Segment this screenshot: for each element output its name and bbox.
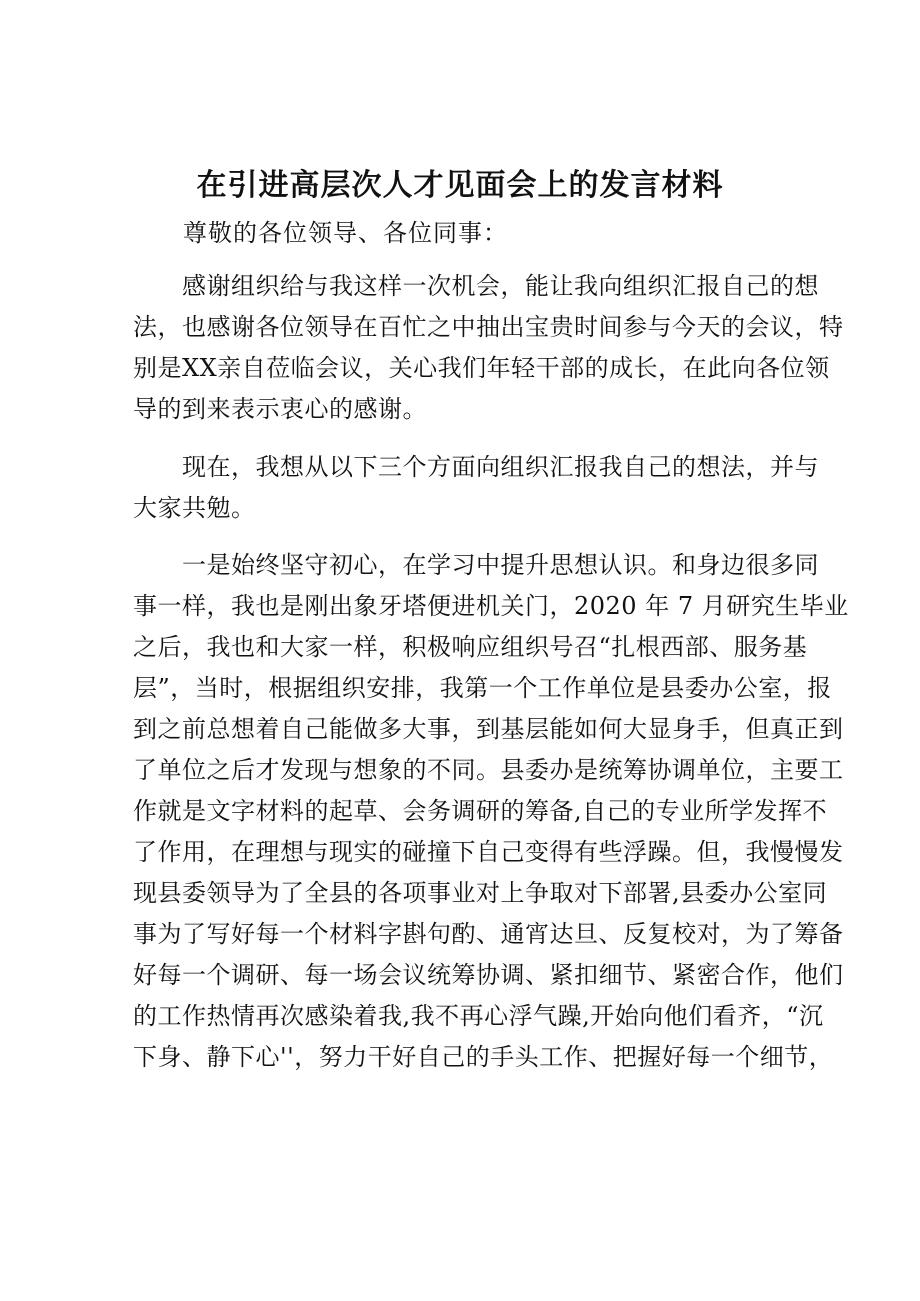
paragraph-line: 导的到来表示衷心的感谢。: [133, 395, 427, 423]
paragraph-line: 事一样，我也是刚出象牙塔便进机关门，2020 年 7 月研究生毕业: [133, 592, 849, 620]
paragraph-line: 好每一个调研、每一场会议统筹协调、紧扣细节、紧密合作，他们: [133, 961, 844, 989]
paragraph-line: 法，也感谢各位领导在百忙之中抽出宝贵时间参与今天的会议，特: [133, 313, 844, 341]
paragraph-line: 一是始终坚守初心，在学习中提升思想认识。和身边很多同: [133, 551, 819, 579]
paragraph-line: 别是XX亲自莅临会议，关心我们年轻干部的成长，在此向各位领: [133, 354, 830, 382]
paragraph-line: 事为了写好每一个材料字斟句酌、通宵达旦、反复校对，为了筹备: [133, 920, 844, 948]
paragraph-line: 之后，我也和大家一样，积极响应组织号召“扎根西部、服务基: [133, 633, 808, 661]
paragraph-line: 作就是文字材料的起草、会务调研的筹备,自己的专业所学发挥不: [133, 797, 828, 825]
paragraph-line: 下身、静下心''，努力干好自己的手头工作、把握好每一个细节，: [133, 1043, 834, 1071]
paragraph-point-one: [133, 545, 849, 1078]
paragraph-line: 的工作热情再次感染着我,我不再心浮气躁,开始向他们看齐，“沉: [133, 1002, 824, 1030]
paragraph-intro: [133, 447, 819, 529]
paragraph-line: 大家共勉。: [133, 494, 256, 522]
paragraph-line: 了单位之后才发现与想象的不同。县委办是统筹协调单位，主要工: [133, 756, 844, 784]
document-title: 在引进高层次人才见面会上的发言材料: [196, 168, 724, 203]
salutation: 尊敬的各位领导、各位同事：: [183, 219, 508, 247]
paragraph-line: 感谢组织给与我这样一次机会，能让我向组织汇报自己的想: [133, 272, 819, 300]
paragraph-line: 现在，我想从以下三个方面向组织汇报我自己的想法，并与: [133, 453, 819, 481]
paragraph-line: 层”，当时，根据组织安排，我第一个工作单位是县委办公室，报: [133, 674, 832, 702]
paragraph-thanks: [133, 266, 844, 430]
paragraph-line: 到之前总想着自己能做多大事，到基层能如何大显身手，但真正到: [133, 715, 844, 743]
paragraph-line: 了作用，在理想与现实的碰撞下自己变得有些浮躁。但，我慢慢发: [133, 838, 844, 866]
paragraph-line: 现县委领导为了全县的各项事业对上争取对下部署,县委办公室同: [133, 879, 828, 907]
